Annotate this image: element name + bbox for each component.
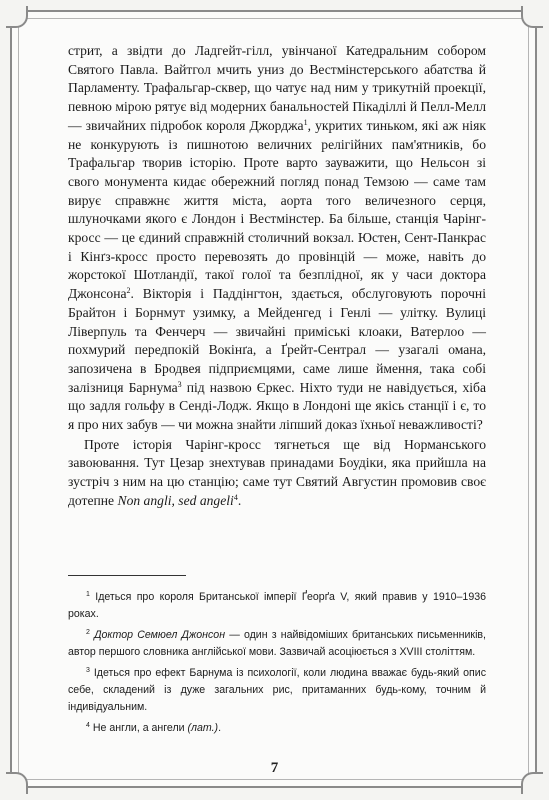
footnote-number: 4 [86,721,90,729]
footnote-ref-4[interactable]: 4 [233,492,238,502]
footnote-text: Ідеться про короля Британської імперії Ґеорґа V, який правив у 1910–1936 роках. [68,591,486,621]
footnote-number: 1 [86,591,90,598]
footnote-2 [68,627,486,662]
footnote-text: Ідеться про ефект Барнума із психології, коли людина вважає будь-який опис себе, складений із дуже загальних рис, притаманних будь-кому, точним й індивідуальним. [68,666,486,714]
footnote-ref-1[interactable]: 1 [303,117,308,127]
paragraph-2-part-2: . [237,492,242,508]
footnote-text: Не англи, а ангели [92,721,188,734]
paragraph-1 [68,42,486,435]
footnote-1 [68,589,486,624]
paragraph-1-part-3: . Вікторія і Паддінгтон, здається, обслуговують порочні Брайтон і Борнмут узимку, а Мейденгед і Генлі — улітку. Вулиці Ліверпуль та Фенчерч — звичайні приміські клоаки, Ватерлоо — похмурий передпокій Вокінґа, а Ґрейт-Сентрал — узагалі омана, запозичена в Бродвея підприємцями, саме лише ймення, така собі залізниця Барнума [68,286,486,395]
footnote-number: 2 [86,628,90,636]
footnote-3 [68,665,486,717]
latin-quote: Non angli, sed angeli [117,492,234,508]
page-number: 7 [270,760,279,776]
paragraph-2-part-1: Проте історія Чарінг-кросс тягнеться ще від Норманського завоювання. Тут Цезар знехтував принадами Боудіки, яка прийшла на зустріч з ним на цю станцію; саме тут Святий Августин промовив своє дотепне [68,436,486,508]
footnote-emphasis: Доктор Семюел Джонсон [94,628,226,641]
footnote-emphasis: (лат.) [187,721,219,734]
paragraph-2 [68,436,486,511]
footnote-ref-2[interactable]: 2 [126,286,131,296]
footnote-ref-3[interactable]: 3 [177,379,182,389]
footnote-tail: . [218,721,222,734]
footnote-text: — один з найвідоміших британських письменників, автор першого словника англійської мови. Зазвичай асоціюється з XVIII століттям. [68,628,486,659]
footnote-number: 3 [86,666,90,674]
body-text [68,42,486,511]
paragraph-1-part-4: під назвою Єркес. Ніхто туди не навідується, хіба що задля гольфу в Сенді-Лодж. Якщо в Лондоні ще якісь станції і є, то я про них забув — чи можна знайти ліпший доказ їхньої неважливості? [68,379,486,433]
corner-ornament [521,6,543,28]
footnotes [68,589,486,740]
footnote-separator [68,575,186,576]
paragraph-1-part-1: стрит, а звідти до Ладгейт-гілл, увінчаної Катедральним собором Святого Павла. Вайтгол мчить униз до Вестмінстерського абатства й Парламенту. Трафальгар-сквер, що чатує над ним у трикутній проекції, певною мірою рятує від модерних банальностей Пікаділлі й Пелл-Мелл — звичайних підробок короля Джорджа [68,43,486,133]
footnote-4 [68,720,486,737]
paragraph-1-part-2: , укритих тиньком, які аж ніяк не конкурують із пишнотою величних релігійних пам'ятників, бо Трафальгар творив історію. Проте варто зауважити, що Нельсон зі свого монумента кидає обережний погляд понад Темзою — саме там вирує справжнє життя міста, аорта того величезного серця, шлуночками якого є Лондон і Вестмінстер. Ба більше, станція Чарінг-кросс — це єдиний справжній столичний вокзал. Юстен, Сент-Панкрас і Кінґз-кросс просто перевозять до провінцій — може, навіть до жорстокої Шотландії, такої голої та безплідної, як у часи доктора Джонсона [68,117,486,302]
